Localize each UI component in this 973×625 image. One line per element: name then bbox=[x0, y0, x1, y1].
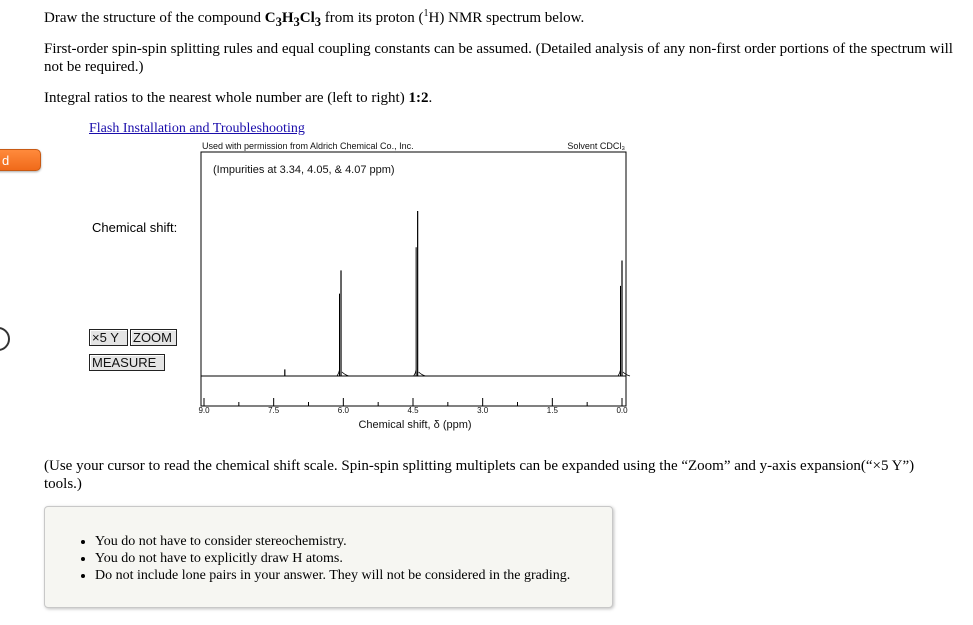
x-tick-label: 4.5 bbox=[407, 406, 419, 415]
measure-button[interactable]: MEASURE bbox=[89, 354, 165, 371]
side-panel-tab[interactable]: d bbox=[0, 149, 41, 171]
integral-ratio-text: Integral ratios to the nearest whole number are (left to right) 1:2. bbox=[44, 90, 433, 106]
notes-list bbox=[45, 533, 570, 584]
side-circle-icon[interactable] bbox=[0, 327, 10, 351]
permission-text: Used with permission from Aldrich Chemical Co., Inc. bbox=[202, 141, 414, 151]
x-tick-label: 7.5 bbox=[268, 406, 280, 415]
x-tick-label: 1.5 bbox=[546, 406, 558, 415]
note-item: • You do not have to explicitly draw H atoms. bbox=[95, 550, 570, 567]
impurities-text: (Impurities at 3.34, 4.05, & 4.07 ppm) bbox=[213, 164, 395, 176]
isotope-number: 1 bbox=[423, 8, 429, 19]
spectrum-frame bbox=[201, 152, 626, 406]
prompt-middle: from its proton ( bbox=[321, 10, 424, 26]
x-tick-label: 6.0 bbox=[337, 406, 349, 415]
cursor-instructions: (Use your cursor to read the chemical shift scale. Spin-spin splitting multiplets can be expanded using the “Zoom” and y-axis expansion(“×5 Y”) tools.) bbox=[44, 458, 915, 492]
x-tick-label: 3.0 bbox=[477, 406, 489, 415]
note-item: • You do not have to consider stereochemistry. bbox=[95, 533, 570, 550]
flash-installation-link[interactable]: Flash Installation and Troubleshooting bbox=[89, 121, 305, 136]
integral-ratio-value: 1:2 bbox=[408, 90, 429, 106]
x5y-expand-button[interactable]: ×5 Y bbox=[89, 329, 128, 346]
solvent-text: Solvent CDCl₃ bbox=[567, 141, 625, 151]
molecular-formula: $C_3H_3Cl_3$ bbox=[264, 10, 322, 29]
zoom-button[interactable]: ZOOM bbox=[130, 329, 177, 346]
nmr-spectrum-chart[interactable] bbox=[195, 136, 635, 436]
notes-box bbox=[44, 506, 613, 608]
prompt-before: Draw the structure of the compound bbox=[44, 10, 265, 26]
chemical-shift-label: Chemical shift: bbox=[92, 220, 178, 235]
x-tick-label: 0.0 bbox=[616, 406, 628, 415]
x-tick-label: 9.0 bbox=[198, 406, 210, 415]
question-prompt bbox=[44, 5, 964, 31]
x-axis-label: Chemical shift, δ (ppm) bbox=[358, 419, 472, 431]
prompt-nucleus: H) NMR spectrum below. bbox=[428, 10, 585, 26]
assumptions-paragraph: First-order spin-spin splitting rules and equal coupling constants can be assumed. (Detailed analysis of any non-first order portions of the spectrum will not be required.) bbox=[44, 41, 953, 75]
note-item: • Do not include lone pairs in your answer. They will not be considered in the grading. bbox=[95, 567, 570, 584]
